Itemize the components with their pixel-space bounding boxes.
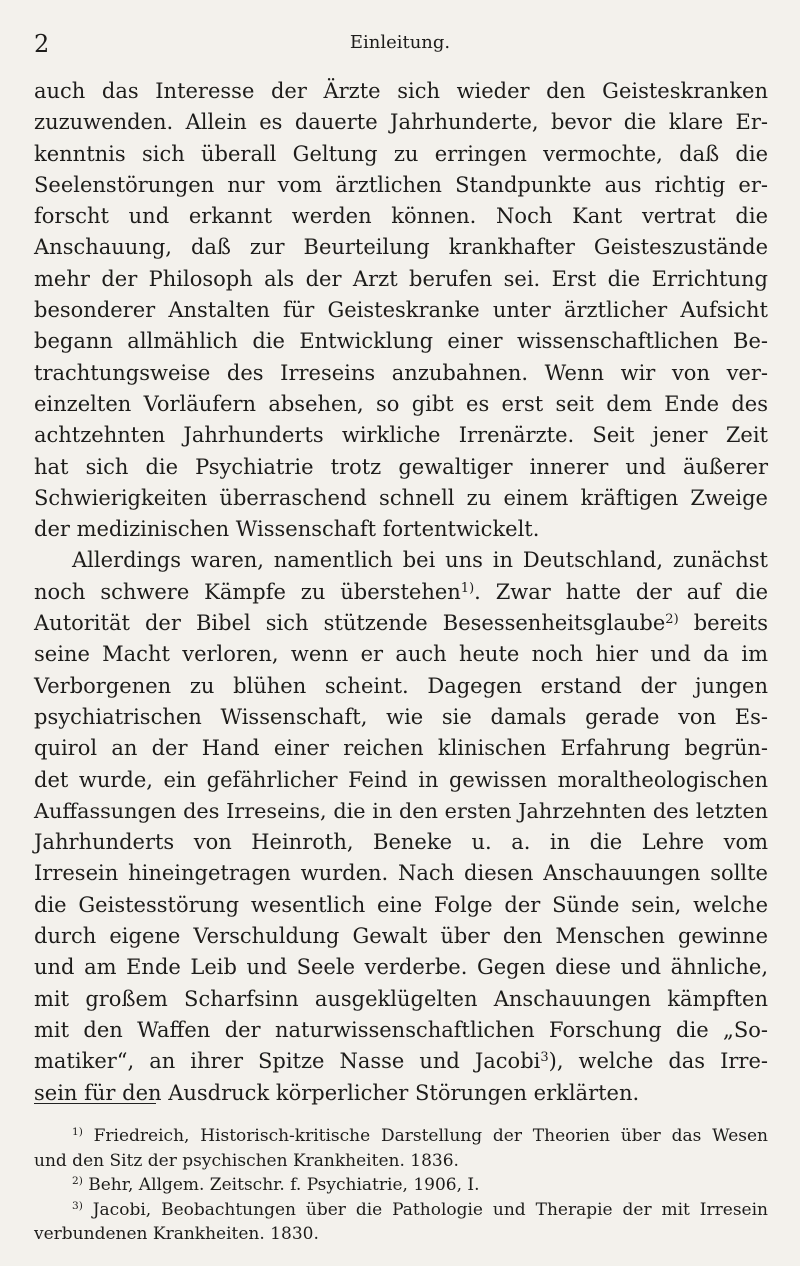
text-line: besonderer Anstalten für Geisteskranke unter ärztlicher Aufsicht bbox=[34, 298, 768, 323]
footnote-text: Friedreich, Historisch-kritische Darstellung der Theorien über das Wesen bbox=[93, 1126, 768, 1146]
footnote-mark: 2) bbox=[72, 1175, 83, 1188]
text-line: achtzehnten Jahrhunderts wirkliche Irrenärzte. Seit jener Zeit bbox=[34, 423, 768, 448]
text-line: sein für den Ausdruck körperlicher Störungen erklärten. bbox=[34, 1080, 640, 1105]
footnote-divider bbox=[34, 1103, 156, 1104]
text-line: Allerdings waren, namentlich bei uns in Deutschland, zunächst bbox=[72, 548, 768, 573]
footnote-ref-3: 3 bbox=[540, 1050, 549, 1066]
footnote-ref-1: 1) bbox=[460, 580, 475, 596]
text-line: und am Ende Leib und Seele verderbe. Gegen diese und ähnliche, bbox=[34, 955, 768, 980]
text-line: forscht und erkannt werden können. Noch Kant vertrat die bbox=[34, 204, 768, 229]
footnote-1 bbox=[34, 1124, 768, 1149]
text-line: det wurde, ein gefährlicher Feind in gewissen moraltheologischen bbox=[34, 767, 768, 792]
text-segment: ), welche das Irre- bbox=[548, 1049, 768, 1074]
text-segment: Autorität der Bibel sich stützende Besessenheitsglaube bbox=[34, 611, 666, 636]
text-line: Seelenstörungen nur vom ärztlichen Standpunkte aus richtig er- bbox=[34, 172, 768, 197]
text-line: durch eigene Verschuldung Gewalt über den Menschen gewinne bbox=[34, 924, 768, 949]
footnote-text: Behr, Allgem. Zeitschr. f. Psychiatrie, 1906, I. bbox=[88, 1175, 480, 1195]
text-line: kenntnis sich überall Geltung zu erringen vermochte, daß die bbox=[34, 141, 768, 166]
footnote-2 bbox=[34, 1173, 768, 1198]
text-line: begann allmählich die Entwicklung einer wissenschaftlichen Be- bbox=[34, 329, 768, 354]
text-segment: bereits bbox=[678, 611, 768, 636]
text-segment: matiker“, an ihrer Spitze Nasse und Jacobi bbox=[34, 1049, 541, 1074]
text-line: Irresein hineingetragen wurden. Nach diesen Anschauungen sollte bbox=[34, 861, 768, 886]
text-line: quirol an der Hand einer reichen klinischen Erfahrung begrün- bbox=[34, 736, 768, 761]
text-line: Anschauung, daß zur Beurteilung krankhafter Geisteszustände bbox=[34, 235, 768, 260]
text-segment: . Zwar hatte der auf die bbox=[474, 579, 768, 604]
footnotes bbox=[34, 1124, 768, 1247]
text-line: seine Macht verloren, wenn er auch heute noch hier und da im bbox=[34, 642, 768, 667]
text-line-with-footnote-ref bbox=[34, 608, 768, 639]
text-line: einzelten Vorläufern absehen, so gibt es erst seit dem Ende des bbox=[34, 391, 768, 416]
text-line-with-footnote-ref bbox=[34, 577, 768, 608]
footnote-text: Jacobi, Beobachtungen über die Pathologie und Therapie der mit Irresein bbox=[92, 1199, 768, 1220]
text-line: mit großem Scharfsinn ausgeklügelten Anschauungen kämpften bbox=[34, 986, 768, 1011]
text-line: Schwierigkeiten überraschend schnell zu einem kräftigen Zweige bbox=[34, 485, 768, 510]
footnote-3 bbox=[34, 1198, 768, 1223]
text-line: zuzuwenden. Allein es dauerte Jahrhunderte, bevor die klare Er- bbox=[34, 110, 768, 135]
text-line: die Geistesstörung wesentlich eine Folge der Sünde sein, welche bbox=[34, 892, 768, 917]
footnote-ref-2: 2) bbox=[665, 611, 679, 627]
text-line: der medizinischen Wissenschaft fortentwickelt. bbox=[34, 517, 540, 542]
text-line: Jahrhunderts von Heinroth, Beneke u. a. in die Lehre vom bbox=[34, 830, 768, 855]
page-number: 2 bbox=[34, 30, 50, 58]
text-line-with-footnote-ref bbox=[34, 1046, 768, 1077]
text-segment: noch schwere Kämpfe zu überstehen bbox=[34, 579, 461, 604]
text-line: psychiatrischen Wissenschaft, wie sie damals gerade von Es- bbox=[34, 704, 768, 729]
text-line: mehr der Philosoph als der Arzt berufen sei. Erst die Errichtung bbox=[34, 266, 768, 291]
footnote-3-continued: verbundenen Krankheiten. 1830. bbox=[34, 1224, 319, 1244]
text-line: Verborgenen zu blühen scheint. Dagegen erstand der jungen bbox=[34, 673, 768, 698]
body-text bbox=[34, 76, 768, 1109]
footnote-mark: 3) bbox=[72, 1199, 83, 1212]
text-line: trachtungsweise des Irreseins anzubahnen. Wenn wir von ver- bbox=[34, 360, 768, 385]
text-line: hat sich die Psychiatrie trotz gewaltiger innerer und äußerer bbox=[34, 454, 768, 479]
footnote-1-continued: und den Sitz der psychischen Krankheiten. 1836. bbox=[34, 1150, 459, 1171]
running-head: Einleitung. bbox=[349, 32, 451, 53]
text-line: auch das Interesse der Ärzte sich wieder den Geisteskranken bbox=[34, 79, 768, 103]
footnote-mark: 1) bbox=[72, 1126, 83, 1139]
text-line: mit den Waffen der naturwissenschaftlichen Forschung die „So- bbox=[34, 1017, 768, 1042]
text-line: Auffassungen des Irreseins, die in den ersten Jahrzehnten des letzten bbox=[34, 798, 768, 823]
